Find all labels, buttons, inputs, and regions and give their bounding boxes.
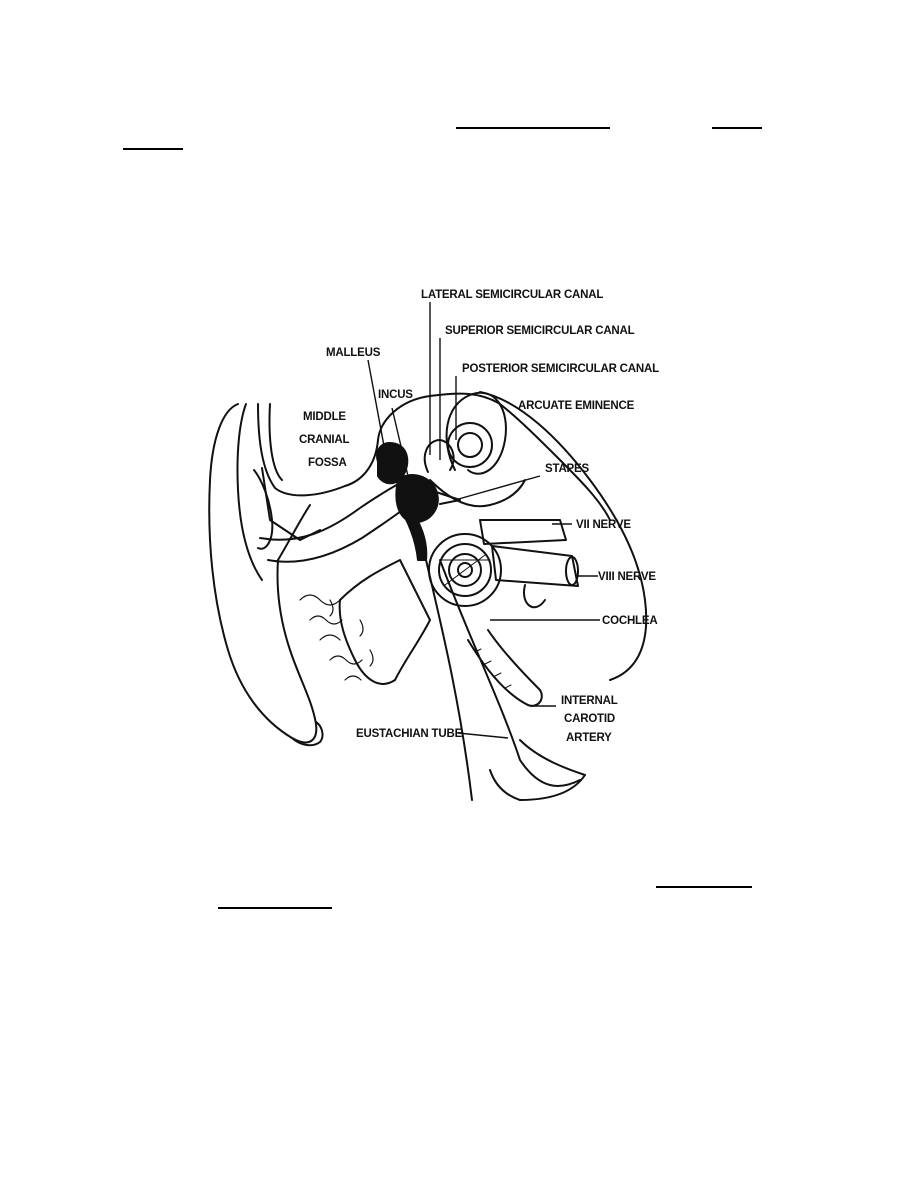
auditory-canal-upper <box>260 480 405 540</box>
blank-line <box>218 907 332 909</box>
label-vii-nerve: VII NERVE <box>576 519 631 531</box>
label-eustachian-tube: EUSTACHIAN TUBE <box>356 728 463 740</box>
label-internal-carotid-3: ARTERY <box>566 732 612 744</box>
label-cochlea: COCHLEA <box>602 615 658 627</box>
label-malleus: MALLEUS <box>326 347 381 359</box>
leader-malleus <box>368 360 384 446</box>
incus-shape <box>396 475 437 522</box>
viii-nerve-shape <box>492 546 578 586</box>
label-superior-semicircular-canal: SUPERIOR SEMICIRCULAR CANAL <box>445 325 635 337</box>
ear-anatomy-figure <box>200 276 670 816</box>
label-viii-nerve: VIII NERVE <box>598 571 656 583</box>
label-arcuate-eminence: ARCUATE EMINENCE <box>518 400 635 412</box>
cochlea-shape <box>429 534 501 606</box>
leader-stapes <box>455 476 540 500</box>
skull-inner <box>270 404 283 480</box>
label-middle-cranial-fossa-1: MIDDLE <box>303 411 346 423</box>
internal-carotid-artery-shape <box>468 630 542 706</box>
label-posterior-semicircular-canal: POSTERIOR SEMICIRCULAR CANAL <box>462 363 659 375</box>
artery-wall <box>475 649 511 688</box>
label-stapes: STAPES <box>545 463 589 475</box>
blank-line <box>123 148 183 150</box>
label-internal-carotid-1: INTERNAL <box>561 695 618 707</box>
tube-flare <box>490 740 585 800</box>
mastoid-cells <box>300 595 373 680</box>
label-lateral-semicircular-canal: LATERAL SEMICIRCULAR CANAL <box>421 289 604 301</box>
auditory-canal-lower <box>268 508 405 562</box>
blank-line <box>712 127 762 129</box>
blank-line <box>456 127 610 129</box>
concha <box>278 505 310 560</box>
temporal-bone <box>340 560 430 684</box>
nerve-drop <box>524 585 545 607</box>
blank-line <box>656 886 752 888</box>
label-incus: INCUS <box>378 389 413 401</box>
stapes-shape <box>436 492 460 504</box>
leader-eustachian <box>458 733 508 738</box>
label-internal-carotid-2: CAROTID <box>564 713 615 725</box>
label-middle-cranial-fossa-2: CRANIAL <box>299 434 350 446</box>
label-middle-cranial-fossa-3: FOSSA <box>308 457 347 469</box>
